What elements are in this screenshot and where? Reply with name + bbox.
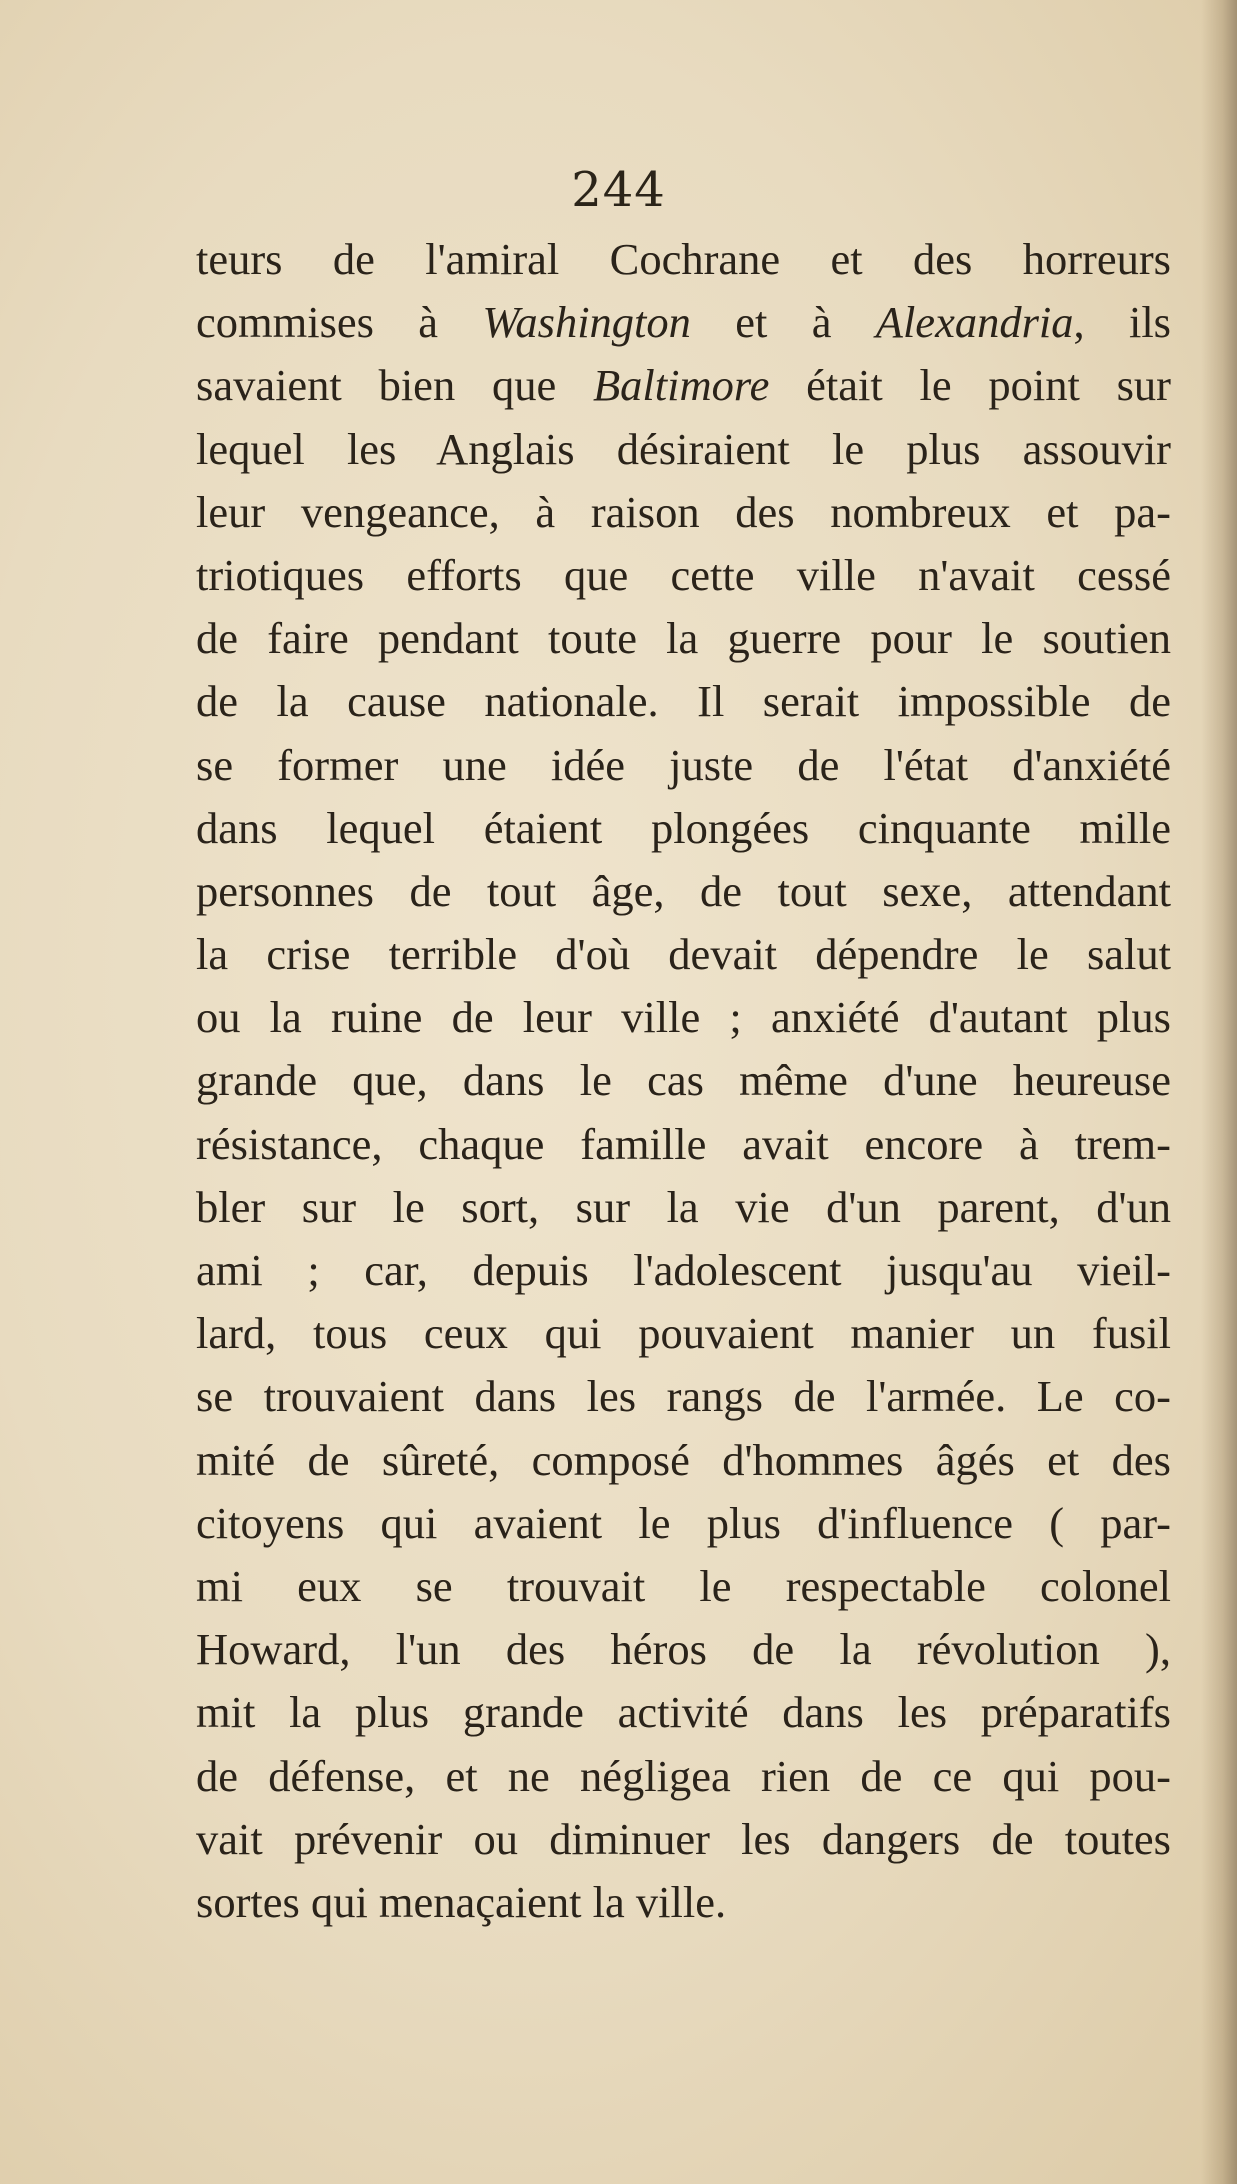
text-line: de faire pendant toute la guerre pour le soutien xyxy=(196,613,1171,664)
text-line: la crise terrible d'où devait dépendre le salut xyxy=(196,929,1171,980)
text-line: lequel les Anglais désiraient le plus assouvir xyxy=(196,423,1171,474)
text-line: mité de sûreté, composé d'hommes âgés et des xyxy=(196,1434,1171,1485)
text-run: et à xyxy=(690,297,876,348)
text-line: grande que, dans le cas même d'une heureuse xyxy=(196,1055,1171,1106)
text-line: mi eux se trouvait le respectable colonel xyxy=(196,1560,1171,1611)
italic-place-name: Baltimore xyxy=(593,360,770,411)
body-text xyxy=(196,228,1171,1934)
text-line: teurs de l'amiral Cochrane et des horreurs xyxy=(196,234,1171,284)
text-run: , ils xyxy=(1073,297,1171,348)
text-run: savaient bien que xyxy=(196,360,593,411)
page-number: 244 xyxy=(571,162,666,218)
text-line: dans lequel étaient plongées cinquante mille xyxy=(196,802,1171,853)
text-line xyxy=(196,291,1171,354)
text-line: Howard, l'un des héros de la révolution ), xyxy=(196,1624,1171,1675)
text-line xyxy=(196,354,1171,417)
text-line: sortes qui menaçaient la ville. xyxy=(196,1876,727,1927)
text-run: commises à xyxy=(196,297,483,348)
text-line: vait prévenir ou diminuer les dangers de toutes xyxy=(196,1813,1171,1864)
text-line: lard, tous ceux qui pouvaient manier un fusil xyxy=(196,1308,1171,1359)
italic-place-name: Washington xyxy=(482,297,691,348)
text-line: mit la plus grande activité dans les préparatifs xyxy=(196,1687,1171,1738)
text-line: ami ; car, depuis l'adolescent jusqu'au vieil- xyxy=(196,1245,1171,1295)
text-line: se former une idée juste de l'état d'anxiété xyxy=(196,739,1171,790)
italic-place-name: Alexandria xyxy=(875,297,1074,348)
page-edge-shadow xyxy=(1201,0,1237,2184)
text-run: était le point sur xyxy=(769,360,1171,411)
text-line: résistance, chaque famille avait encore à trem- xyxy=(196,1118,1171,1169)
text-line: se trouvaient dans les rangs de l'armée. Le co- xyxy=(196,1371,1171,1422)
text-line: personnes de tout âge, de tout sexe, attendant xyxy=(196,865,1171,916)
text-line: de défense, et ne négligea rien de ce qui pou- xyxy=(196,1750,1171,1801)
text-line: de la cause nationale. Il serait impossible de xyxy=(196,676,1171,727)
text-line: citoyens qui avaient le plus d'influence ( par- xyxy=(196,1497,1171,1548)
text-line: leur vengeance, à raison des nombreux et pa- xyxy=(196,486,1171,537)
text-line: ou la ruine de leur ville ; anxiété d'autant plus xyxy=(196,992,1171,1043)
text-line: triotiques efforts que cette ville n'avait cessé xyxy=(196,549,1171,600)
text-line: bler sur le sort, sur la vie d'un parent, d'un xyxy=(196,1181,1171,1232)
